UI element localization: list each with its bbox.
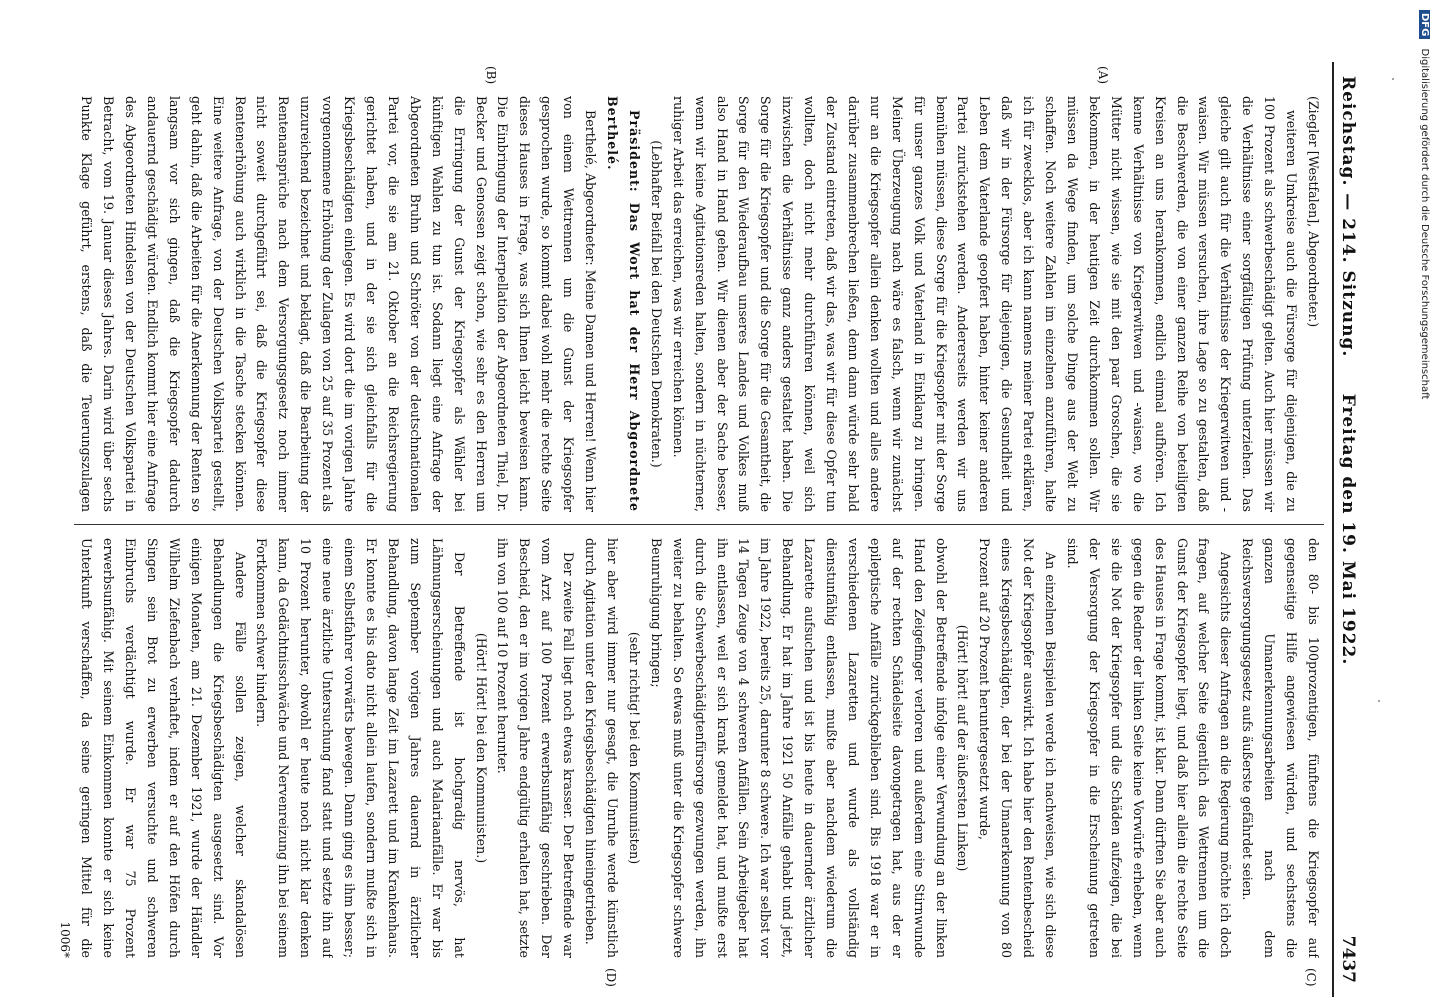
margin-mark-d: (D): [604, 968, 618, 987]
interjection: (Lebhafter Beifall bei den Deutschen Demokraten.): [648, 140, 664, 468]
speech-paragraph: Angesichts dieser Anfragen an die Regierung möchte ich doch fragen, auf welcher Seite eigentlich das Wettrennen um die Gunst der Kriegsopfer liegt, und daß hier allein die rechte Seite des Hauses in Frage kommt, ist klar. Dann dürften Sie aber auch gegen die Redner der linken Seite keine Vorwürfe erheben, wenn sie die Not der Kriegsopfer und die Schäden aufzeigen, die bei der Versorgung der Kriegsopfer in die Erscheinung getreten sind.: [1065, 538, 1234, 958]
digitization-credit-text: Digitalisierung gefördert durch die Deutsche Forschungsgemeinschaft: [1419, 48, 1430, 400]
margin-mark-b: (B): [484, 66, 498, 85]
running-header-left: Reichstag. — 214. Sitzung.: [1338, 76, 1358, 358]
right-column: [74, 538, 1324, 958]
column-divider: [74, 524, 1324, 525]
scan-speck: [1378, 700, 1380, 702]
margin-mark-c: (C): [1304, 968, 1318, 987]
speaker-continuation: (Ziegler [Westfalen], Abgeordneter.): [1306, 96, 1321, 328]
page-number: 7437: [1338, 935, 1358, 983]
interjection: (sehr richtig! bei den Kommunisten): [626, 631, 642, 865]
speech-paragraph: An einzelnen Beispielen werde ich nachweisen, wie sich diese Not der Kriegsopfer auswirkt. Ich habe hier den Rentenbescheid eines Kriegsbeschädigten, der bei der Umanerkennung von 80 Prozent auf 20 Prozent heruntergesetzt wurde,: [977, 538, 1059, 958]
speech-paragraph: den 80- bis 100prozentigen, fünftens die Kriegsopfer auf gegenseitige Hilfe angewiesen würden, und sechstens die ganzen Umanerkennungsarbeiten nach dem Reichsversorgungsgesetz aufs äußerste gefährdet seien.: [1240, 538, 1321, 958]
left-column: [74, 96, 1324, 512]
scan-speck: [1392, 78, 1394, 80]
digitization-credit: [1418, 10, 1432, 990]
margin-mark-a: (A): [1096, 66, 1110, 85]
interjection: (Hört! Hört! bei den Kommunisten.): [473, 632, 489, 864]
speech-paragraph: weiteren Umkreise auch die Fürsorge für diejenigen, die zu 100 Prozent als schwerbeschädigt gelten. Auch hier müssen wir die Verhältnisse einer sorgfältigen Prüfung unterziehen. Das gleiche gilt auch für die Verhältnisse der Kriegerwitwen und -waisen. Wir müssen versuchen, ihre Lage so zu gestalten, daß die Beschwerden, die von einer ganzen Reihe von beteiligten Kreisen an uns herankommen, endlich einmal aufhören. Ich kenne Verhältnisse von Kriegerwitwen und -waisen, wo die Mütter nicht wissen, wie sie mit den paar Groschen, die sie bekommen, in der heutigen Zeit durchkommen sollen. Wir müssen da Wege finden, um solche Dinge aus der Welt zu schaffen. Noch weitere Zahlen im einzelnen anzuführen, halte ich für zwecklos, aber ich kann namens meiner Partei erklären, daß wir in der Fürsorge für diejenigen, die Gesundheit und Leben dem Vaterlande geopfert haben, hinter keiner anderen Partei zurückstehen werden. Andererseits werden wir uns bemühen müssen, diese Sorge für die Kriegsopfer mit der Sorge für unser ganzes Volk und Vaterland in Einklang zu bringen. Meiner Überzeugung nach wäre es falsch, wenn wir zunächst nur an die Kriegsopfer allein denken wollten und alles andere darüber zusammenbrechen ließen, denn dann würde sehr bald der Zustand eintreten, daß wir das, was wir für diese Opfer tun wollten, doch nicht mehr durchführen können, weil sich inzwischen die Verhältnisse ganz anders gestaltet haben. Die Sorge für die Kriegsopfer und die Sorge für die Gesamtheit, die Sorge für den Wiederaufbau unseres Landes und Volkes muß also Hand in Hand gehen. Wir dienen aber der Sache besser, wenn wir keine Agitationsreden halten, sondern in nüchterner, ruhiger Arbeit das erreichen, was wir erreichen können.: [670, 96, 1300, 512]
sheet-signature: 1006*: [58, 921, 72, 958]
speech-paragraph: hier aber wird immer nur gesagt, die Unruhe werde künstlich durch Agitation unter den Kriegsbeschädigten hineingetrieben.: [583, 538, 620, 958]
speech-paragraph: Der zweite Fall liegt noch etwas krasser. Der Betreffende war vom Arzt auf 100 Prozent erwerbsunfähig geschrieben. Der Bescheid, den er im vorigen Jahre endgültig erhalten hat, setzte ihn von 100 auf 10 Prozent herunter.: [495, 538, 577, 958]
speech-paragraph: obwohl der Betreffende infolge einer Verwundung an der linken Hand den Zeigefinger verloren und außerdem eine Stirnwunde auf der rechten Schädelseite davongetragen hat, aus der er epileptische Anfälle zurückgeblieben sind. Bis 1918 war er in verschiedenen Lazaretten und wurde als vollständig dienstunfähig entlassen, mußte aber nachdem wiederum die Lazarette aufsuchen und ist bis heute in dauernder ärztlicher Behandlung. Er hat im Jahre 1921 50 Anfälle gehabt und jetzt, im Jahre 1922, bereits 25, darunter 8 schwere. Ich war selbst vor 14 Tagen Zeuge von 4 schweren Anfällen. Sein Arbeitgeber hat ihn entlassen, weil er sich krank gemeldet hat, und mußte erst durch die Schwerbeschädigtenfürsorge gezwungen werden, ihn weiter zu behalten. So etwas muß unter die Kriegsopfer schwere Beunruhigung bringen;: [648, 538, 949, 958]
interjection: (Hört! hört! auf der äußersten Linken): [955, 624, 971, 872]
document-page: [58, 62, 1358, 997]
header-rule: [1332, 62, 1334, 997]
president-remark: Präsident: Das Wort hat der Herr Abgeordnete Berthelé.: [605, 96, 642, 512]
running-header-date: Freitag den 19. Mai 1922.: [1338, 393, 1358, 666]
speech-paragraph: Andere Fälle sollen zeigen, welcher skandalösen Behandlungen die Kriegsbeschädigten ausgesetzt sind. Vor einigen Monaten, am 21. Dezember 1921, wurde der Händler Wilhelm Ziefenbach verhaftet, indem er auf den Höfen durch Singen sein Brot zu erwerben versuchte und schweren Einbruchs verdächtigt wurde. Er war 75 Prozent erwerbsunfähig. Mit seinem Einkommen konnte er sich keine Unterkunft verschaffen, da seine geringen Mittel für die: [79, 538, 248, 958]
speech-paragraph: Berthelé, Abgeordneter: Meine Damen und Herren! Wenn hier von einem Wettrennen um die Gunst der Kriegsopfer gesprochen wurde, so kommt dabei wohl mehr die rechte Seite dieses Hauses in Frage, was sich Ihnen leicht beweisen kann. Die Einbringung der Interpellation der Abgeordneten Thiel, Dr. Becker und Genossen zeigt schon, wie sehr es den Herren um die Erringung der Gunst der Kriegsopfer als Wähler bei künftigen Wahlen zu tun ist. Sodann liegt eine Anfrage der Abgeordneten Bruhn und Schröter von der deutschnationalen Partei vor, die sie am 21. Oktober an die Reichsregierung gerichtet haben, und in der sie sich gleichfalls für die Kriegsbeschädigten einlegen. Es wird dort die im vorigen Jahre vorgenommene Erhöhung der Zulagen von 25 auf 35 Prozent als unzureichend bezeichnet und beklagt, daß die Bearbeitung der Rentenansprüche nach dem Versorgungsgesetz noch immer nicht soweit durchgeführt sei, daß die Kriegsopfer diese Rentenerhöhung auch wirklich in die Tasche stecken können. Eine weitere Anfrage, von der Deutschen Volkspartei gestellt, geht dahin, daß die Arbeiten für die Anerkennung der Renten so langsam vor sich gingen, daß die Kriegsopfer dadurch andauernd geschädigt würden. Endlich kommt hier eine Anfrage des Abgeordneten Hindelsen von der Deutschen Volkspartei in Betracht, vom 19. Januar dieses Jahres. Darin wird über sechs Punkte Klage geführt, erstens, daß die Teuerungszulagen: [79, 96, 599, 512]
dfg-logo-badge: DFG: [1419, 10, 1430, 39]
speech-paragraph: Der Betreffende ist hochgradig nervös, hat Lähmungserscheinungen und auch Malariaanfälle. Er war bis zum September vorigen Jahres dauernd in ärztlicher Behandlung, davon lange Zeit im Lazarett und im Krankenhaus. Er konnte es bis dato nicht allein laufen, sondern mußte sich in einem Selbstfahrer vorwärts bewegen. Dann ging es ihm besser; eine neue ärztliche Untersuchung fand statt und setzte ihn auf 10 Prozent herunter, obwohl er heute noch nicht klar denken kann, da Gedächtnisschwäche und Nervenreizung ihn bei seinem Fortkommen schwer hindern.: [254, 538, 467, 958]
